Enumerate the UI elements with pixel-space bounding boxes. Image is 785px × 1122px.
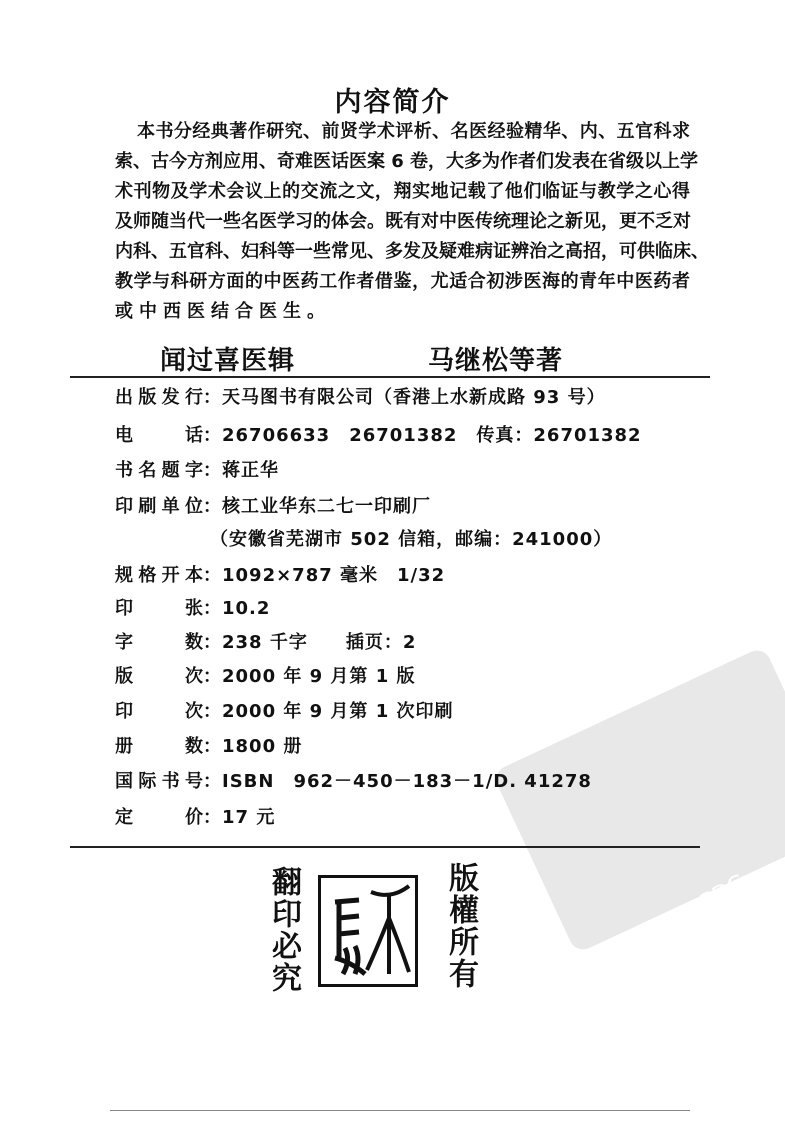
detail-value: ：1800 册 xyxy=(203,736,303,757)
detail-value: ：天马图书有限公司（香港上水新成路 93 号） xyxy=(203,387,606,408)
publisher-seal-logo xyxy=(318,875,418,987)
detail-value: ：1092×787 毫米 1/32 xyxy=(203,565,446,586)
intro-line: 术刊物及学术会议上的交流之文，翔实地记载了他们临证与教学之心得 xyxy=(115,181,690,202)
detail-row xyxy=(115,597,270,621)
copyright-notice-right: 版權所有 xyxy=(443,862,478,990)
intro-title: 内容简介 xyxy=(334,87,451,118)
detail-value: ：ISBN 962－450－183－1/D. 41278 xyxy=(203,771,592,792)
detail-row xyxy=(115,424,642,448)
detail-row xyxy=(115,386,606,410)
detail-label: 出版发行 xyxy=(115,387,203,408)
detail-label: 电话 xyxy=(115,425,203,446)
detail-value: ：10.2 xyxy=(203,598,271,619)
detail-value: ：2000 年 9 月第 1 版 xyxy=(203,666,416,687)
detail-value: ：2000 年 9 月第 1 次印刷 xyxy=(203,701,454,722)
detail-value: ：蒋正华 xyxy=(203,460,279,481)
seal-glyph-icon xyxy=(321,878,415,984)
intro-line: 或中西医结合医生。 xyxy=(115,301,331,322)
watermark-stamp xyxy=(492,646,785,954)
detail-label: 定价 xyxy=(115,807,203,828)
detail-label: 字数 xyxy=(115,632,203,653)
intro-line: 本书分经典著作研究、前贤学术评析、名医经验精华、内、五官科求 xyxy=(137,121,690,142)
watermark-text: PDG xyxy=(696,869,751,916)
detail-row xyxy=(115,564,445,588)
detail-row xyxy=(115,631,416,655)
intro-line: 索、古今方剂应用、奇难医话医案 6 卷，大多为作者们发表在省级以上学 xyxy=(115,151,699,172)
intro-line: 及师随当代一些名医学习的体会。既有对中医传统理论之新见，更不乏对 xyxy=(115,211,691,232)
copyright-notice-left: 翻印必究 xyxy=(266,866,301,994)
book-author: 马继松等著 xyxy=(428,346,564,376)
detail-row xyxy=(115,735,302,759)
intro-line: 教学与科研方面的中医药工作者借鉴，尤适合初涉医海的青年中医药者 xyxy=(115,271,690,292)
detail-row xyxy=(115,665,415,689)
divider xyxy=(70,376,710,378)
detail-label: 国际书号 xyxy=(115,771,203,792)
bottom-edge-line xyxy=(110,1110,690,1111)
detail-label: 规格开本 xyxy=(115,565,203,586)
detail-label: 书名题字 xyxy=(115,460,203,481)
detail-label: 版次 xyxy=(115,666,203,687)
detail-value: ：17 元 xyxy=(203,807,276,828)
intro-line: 内科、五官科、妇科等一些常见、多发及疑难病证辨治之高招，可供临床、 xyxy=(115,241,709,262)
detail-label: 印张 xyxy=(115,598,203,619)
detail-row xyxy=(115,495,431,519)
detail-value: ：核工业华东二七一印刷厂 xyxy=(203,496,431,517)
detail-label: 印次 xyxy=(115,701,203,722)
detail-value: ：238 千字 插页：2 xyxy=(203,632,417,653)
detail-row xyxy=(115,770,592,794)
detail-value: （安徽省芜湖市 502 信箱，邮编：241000） xyxy=(210,529,613,550)
detail-label: 印刷单位 xyxy=(115,496,203,517)
detail-row xyxy=(210,528,612,552)
book-title: 闻过喜医辑 xyxy=(160,346,296,376)
detail-row xyxy=(115,700,453,724)
detail-label: 册数 xyxy=(115,736,203,757)
divider xyxy=(70,846,700,848)
detail-value: ：26706633 26701382 传真：26701382 xyxy=(203,425,642,446)
detail-row xyxy=(115,459,279,483)
detail-row xyxy=(115,806,275,830)
